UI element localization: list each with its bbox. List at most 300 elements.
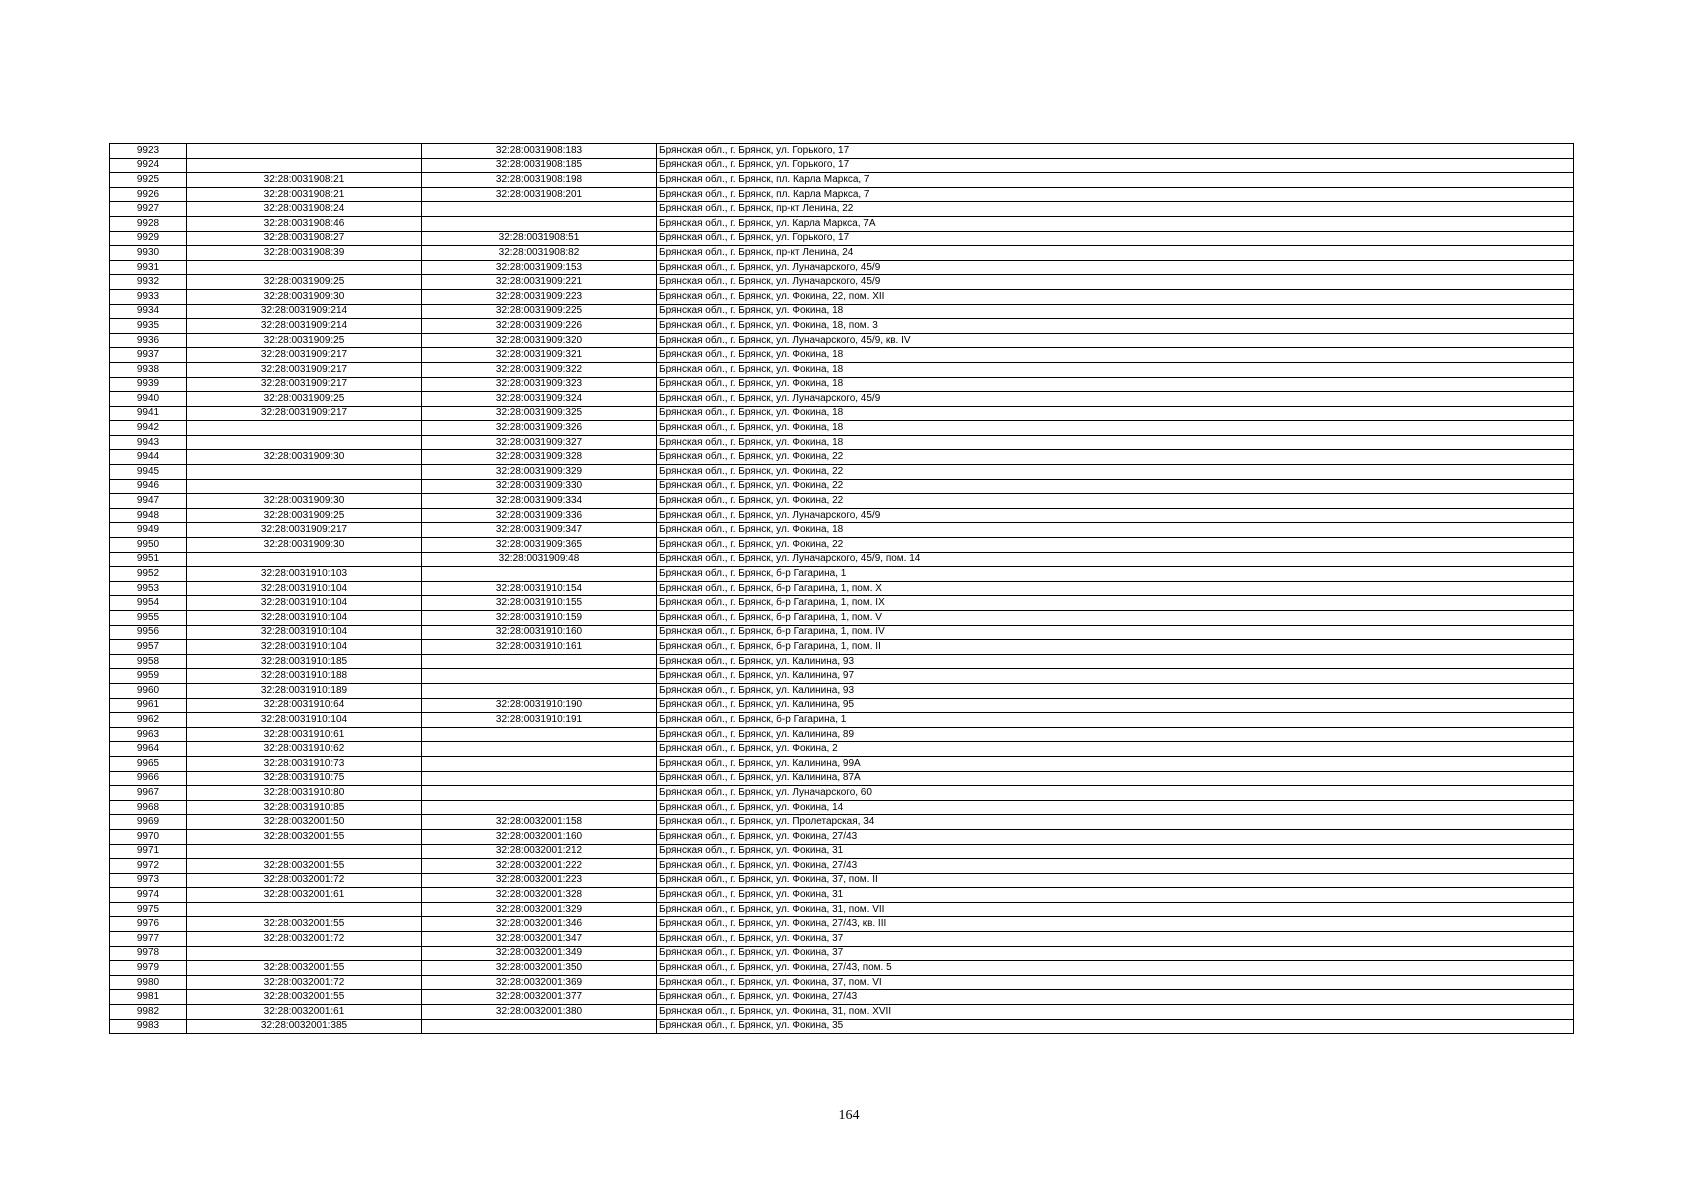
parcel-number-cell: 32:28:0031908:46 — [187, 216, 422, 231]
parcel-number-cell: 32:28:0031909:25 — [187, 333, 422, 348]
row-number-cell: 9958 — [110, 654, 187, 669]
parcel-number-cell: 32:28:0031910:104 — [187, 640, 422, 655]
address-cell: Брянская обл., г. Брянск, ул. Фокина, 18 — [657, 348, 1574, 363]
parcel-number-cell: 32:28:0031910:104 — [187, 581, 422, 596]
parcel-number-cell: 32:28:0032001:61 — [187, 1005, 422, 1020]
table-row — [110, 698, 1574, 713]
object-number-cell: 32:28:0031909:334 — [422, 494, 657, 509]
table-row — [110, 946, 1574, 961]
object-number-cell — [422, 654, 657, 669]
table-row — [110, 158, 1574, 173]
object-number-cell — [422, 669, 657, 684]
parcel-number-cell: 32:28:0031910:188 — [187, 669, 422, 684]
object-number-cell: 32:28:0031909:223 — [422, 289, 657, 304]
table-row — [110, 829, 1574, 844]
row-number-cell: 9973 — [110, 873, 187, 888]
parcel-number-cell: 32:28:0031909:217 — [187, 348, 422, 363]
parcel-number-cell: 32:28:0032001:50 — [187, 815, 422, 830]
parcel-number-cell — [187, 844, 422, 859]
object-number-cell: 32:28:0031909:330 — [422, 479, 657, 494]
table-row — [110, 304, 1574, 319]
object-number-cell: 32:28:0032001:158 — [422, 815, 657, 830]
table-row — [110, 421, 1574, 436]
object-number-cell: 32:28:0031910:161 — [422, 640, 657, 655]
object-number-cell: 32:28:0031910:160 — [422, 625, 657, 640]
object-number-cell: 32:28:0032001:212 — [422, 844, 657, 859]
parcel-number-cell: 32:28:0031910:64 — [187, 698, 422, 713]
row-number-cell: 9938 — [110, 362, 187, 377]
address-cell: Брянская обл., г. Брянск, ул. Калинина, 95 — [657, 698, 1574, 713]
row-number-cell: 9966 — [110, 771, 187, 786]
table-row — [110, 917, 1574, 932]
table-row — [110, 654, 1574, 669]
row-number-cell: 9924 — [110, 158, 187, 173]
row-number-cell: 9941 — [110, 406, 187, 421]
object-number-cell: 32:28:0031909:328 — [422, 450, 657, 465]
object-number-cell: 32:28:0032001:349 — [422, 946, 657, 961]
table-row — [110, 348, 1574, 363]
table-row — [110, 187, 1574, 202]
address-cell: Брянская обл., г. Брянск, ул. Фокина, 18, пом. 3 — [657, 319, 1574, 334]
address-cell: Брянская обл., г. Брянск, б-р Гагарина, 1, пом. V — [657, 611, 1574, 626]
table-row — [110, 362, 1574, 377]
address-cell: Брянская обл., г. Брянск, б-р Гагарина, 1, пом. X — [657, 581, 1574, 596]
row-number-cell: 9940 — [110, 392, 187, 407]
row-number-cell: 9968 — [110, 800, 187, 815]
object-number-cell: 32:28:0031910:159 — [422, 611, 657, 626]
address-cell: Брянская обл., г. Брянск, ул. Фокина, 27/43 — [657, 859, 1574, 874]
parcel-number-cell: 32:28:0032001:72 — [187, 873, 422, 888]
parcel-number-cell — [187, 902, 422, 917]
address-cell: Брянская обл., г. Брянск, ул. Фокина, 14 — [657, 800, 1574, 815]
row-number-cell: 9949 — [110, 523, 187, 538]
parcel-number-cell: 32:28:0031910:85 — [187, 800, 422, 815]
address-cell: Брянская обл., г. Брянск, ул. Фокина, 37, пом. II — [657, 873, 1574, 888]
row-number-cell: 9932 — [110, 275, 187, 290]
parcel-number-cell: 32:28:0031908:27 — [187, 231, 422, 246]
table-row — [110, 932, 1574, 947]
row-number-cell: 9943 — [110, 435, 187, 450]
address-cell: Брянская обл., г. Брянск, пр-кт Ленина, 24 — [657, 246, 1574, 261]
parcel-number-cell: 32:28:0031909:217 — [187, 523, 422, 538]
table-row — [110, 465, 1574, 480]
table-row — [110, 392, 1574, 407]
parcel-number-cell — [187, 144, 422, 159]
address-cell: Брянская обл., г. Брянск, ул. Фокина, 2 — [657, 742, 1574, 757]
table-row — [110, 552, 1574, 567]
address-cell: Брянская обл., г. Брянск, ул. Пролетарская, 34 — [657, 815, 1574, 830]
parcel-number-cell: 32:28:0031909:25 — [187, 275, 422, 290]
address-cell: Брянская обл., г. Брянск, ул. Фокина, 18 — [657, 377, 1574, 392]
row-number-cell: 9927 — [110, 202, 187, 217]
table-row — [110, 669, 1574, 684]
row-number-cell: 9964 — [110, 742, 187, 757]
row-number-cell: 9926 — [110, 187, 187, 202]
parcel-number-cell: 32:28:0031909:217 — [187, 406, 422, 421]
object-number-cell: 32:28:0032001:346 — [422, 917, 657, 932]
object-number-cell: 32:28:0031909:153 — [422, 260, 657, 275]
object-number-cell: 32:28:0031910:154 — [422, 581, 657, 596]
row-number-cell: 9935 — [110, 319, 187, 334]
row-number-cell: 9929 — [110, 231, 187, 246]
row-number-cell: 9950 — [110, 538, 187, 553]
parcel-number-cell: 32:28:0032001:55 — [187, 917, 422, 932]
parcel-number-cell: 32:28:0031910:104 — [187, 596, 422, 611]
row-number-cell: 9933 — [110, 289, 187, 304]
row-number-cell: 9967 — [110, 786, 187, 801]
address-cell: Брянская обл., г. Брянск, ул. Фокина, 31, пом. XVII — [657, 1005, 1574, 1020]
parcel-number-cell: 32:28:0032001:55 — [187, 859, 422, 874]
row-number-cell: 9937 — [110, 348, 187, 363]
row-number-cell: 9980 — [110, 975, 187, 990]
row-number-cell: 9948 — [110, 508, 187, 523]
row-number-cell: 9978 — [110, 946, 187, 961]
object-number-cell: 32:28:0031909:226 — [422, 319, 657, 334]
address-cell: Брянская обл., г. Брянск, ул. Фокина, 31 — [657, 844, 1574, 859]
table-row — [110, 173, 1574, 188]
parcel-number-cell — [187, 465, 422, 480]
parcel-number-cell: 32:28:0032001:385 — [187, 1019, 422, 1034]
table-row — [110, 450, 1574, 465]
table-row — [110, 144, 1574, 159]
row-number-cell: 9939 — [110, 377, 187, 392]
address-cell: Брянская обл., г. Брянск, ул. Луначарского, 45/9, пом. 14 — [657, 552, 1574, 567]
table-row — [110, 377, 1574, 392]
address-cell: Брянская обл., г. Брянск, ул. Фокина, 37 — [657, 946, 1574, 961]
table-row — [110, 800, 1574, 815]
address-cell: Брянская обл., г. Брянск, пр-кт Ленина, 22 — [657, 202, 1574, 217]
object-number-cell — [422, 202, 657, 217]
table-body — [110, 144, 1574, 1034]
object-number-cell — [422, 1019, 657, 1034]
row-number-cell: 9925 — [110, 173, 187, 188]
row-number-cell: 9974 — [110, 888, 187, 903]
row-number-cell: 9962 — [110, 713, 187, 728]
parcel-number-cell: 32:28:0031908:39 — [187, 246, 422, 261]
row-number-cell: 9979 — [110, 961, 187, 976]
object-number-cell — [422, 727, 657, 742]
parcel-number-cell: 32:28:0032001:55 — [187, 961, 422, 976]
object-number-cell: 32:28:0032001:329 — [422, 902, 657, 917]
address-cell: Брянская обл., г. Брянск, ул. Горького, 17 — [657, 158, 1574, 173]
address-cell: Брянская обл., г. Брянск, ул. Фокина, 22, пом. XII — [657, 289, 1574, 304]
table-row — [110, 319, 1574, 334]
address-cell: Брянская обл., г. Брянск, ул. Фокина, 18 — [657, 523, 1574, 538]
table-row — [110, 844, 1574, 859]
row-number-cell: 9981 — [110, 990, 187, 1005]
address-cell: Брянская обл., г. Брянск, б-р Гагарина, 1, пом. IX — [657, 596, 1574, 611]
address-cell: Брянская обл., г. Брянск, ул. Фокина, 35 — [657, 1019, 1574, 1034]
address-cell: Брянская обл., г. Брянск, ул. Фокина, 27/43, пом. 5 — [657, 961, 1574, 976]
row-number-cell: 9977 — [110, 932, 187, 947]
parcel-number-cell: 32:28:0031910:104 — [187, 713, 422, 728]
object-number-cell: 32:28:0031909:221 — [422, 275, 657, 290]
parcel-number-cell: 32:28:0031909:25 — [187, 508, 422, 523]
parcel-number-cell: 32:28:0031909:30 — [187, 494, 422, 509]
row-number-cell: 9970 — [110, 829, 187, 844]
address-cell: Брянская обл., г. Брянск, ул. Луначарского, 45/9 — [657, 392, 1574, 407]
object-number-cell: 32:28:0031909:326 — [422, 421, 657, 436]
table-row — [110, 275, 1574, 290]
object-number-cell: 32:28:0031909:322 — [422, 362, 657, 377]
object-number-cell — [422, 567, 657, 582]
table-row — [110, 406, 1574, 421]
object-number-cell: 32:28:0031908:183 — [422, 144, 657, 159]
row-number-cell: 9944 — [110, 450, 187, 465]
table-row — [110, 786, 1574, 801]
address-cell: Брянская обл., г. Брянск, ул. Фокина, 31 — [657, 888, 1574, 903]
row-number-cell: 9972 — [110, 859, 187, 874]
row-number-cell: 9953 — [110, 581, 187, 596]
address-cell: Брянская обл., г. Брянск, ул. Фокина, 27/43 — [657, 829, 1574, 844]
object-number-cell: 32:28:0031909:48 — [422, 552, 657, 567]
address-cell: Брянская обл., г. Брянск, ул. Горького, 17 — [657, 231, 1574, 246]
row-number-cell: 9945 — [110, 465, 187, 480]
address-cell: Брянская обл., г. Брянск, ул. Луначарского, 45/9 — [657, 275, 1574, 290]
row-number-cell: 9961 — [110, 698, 187, 713]
object-number-cell: 32:28:0031908:198 — [422, 173, 657, 188]
table-row — [110, 523, 1574, 538]
object-number-cell: 32:28:0031908:185 — [422, 158, 657, 173]
address-cell: Брянская обл., г. Брянск, ул. Фокина, 22 — [657, 538, 1574, 553]
address-cell: Брянская обл., г. Брянск, ул. Луначарского, 45/9, кв. IV — [657, 333, 1574, 348]
parcel-number-cell — [187, 435, 422, 450]
table-row — [110, 202, 1574, 217]
parcel-number-cell: 32:28:0031909:30 — [187, 450, 422, 465]
address-cell: Брянская обл., г. Брянск, ул. Фокина, 18 — [657, 362, 1574, 377]
parcel-number-cell: 32:28:0031908:21 — [187, 173, 422, 188]
address-cell: Брянская обл., г. Брянск, ул. Луначарского, 45/9 — [657, 508, 1574, 523]
address-cell: Брянская обл., г. Брянск, ул. Фокина, 18 — [657, 421, 1574, 436]
row-number-cell: 9931 — [110, 260, 187, 275]
row-number-cell: 9954 — [110, 596, 187, 611]
parcel-number-cell: 32:28:0031910:80 — [187, 786, 422, 801]
object-number-cell: 32:28:0031909:365 — [422, 538, 657, 553]
address-cell: Брянская обл., г. Брянск, ул. Фокина, 18 — [657, 435, 1574, 450]
table-row — [110, 216, 1574, 231]
row-number-cell: 9928 — [110, 216, 187, 231]
parcel-number-cell — [187, 946, 422, 961]
address-cell: Брянская обл., г. Брянск, ул. Фокина, 18 — [657, 304, 1574, 319]
table-row — [110, 975, 1574, 990]
parcel-number-cell — [187, 158, 422, 173]
row-number-cell: 9965 — [110, 756, 187, 771]
table-row — [110, 625, 1574, 640]
row-number-cell: 9960 — [110, 683, 187, 698]
parcel-number-cell: 32:28:0031910:185 — [187, 654, 422, 669]
object-number-cell: 32:28:0031909:325 — [422, 406, 657, 421]
object-number-cell — [422, 216, 657, 231]
row-number-cell: 9959 — [110, 669, 187, 684]
object-number-cell: 32:28:0031908:51 — [422, 231, 657, 246]
table-row — [110, 289, 1574, 304]
parcel-number-cell: 32:28:0031910:189 — [187, 683, 422, 698]
address-cell: Брянская обл., г. Брянск, б-р Гагарина, 1 — [657, 713, 1574, 728]
parcel-number-cell: 32:28:0031909:214 — [187, 319, 422, 334]
address-cell: Брянская обл., г. Брянск, ул. Луначарского, 45/9 — [657, 260, 1574, 275]
table-row — [110, 888, 1574, 903]
table-row — [110, 990, 1574, 1005]
object-number-cell: 32:28:0032001:160 — [422, 829, 657, 844]
address-cell: Брянская обл., г. Брянск, ул. Фокина, 31, пом. VII — [657, 902, 1574, 917]
parcel-number-cell: 32:28:0032001:72 — [187, 975, 422, 990]
address-cell: Брянская обл., г. Брянск, ул. Калинина, 87А — [657, 771, 1574, 786]
parcel-number-cell: 32:28:0031909:217 — [187, 377, 422, 392]
address-cell: Брянская обл., г. Брянск, ул. Фокина, 27/43, кв. III — [657, 917, 1574, 932]
object-number-cell: 32:28:0031908:82 — [422, 246, 657, 261]
row-number-cell: 9934 — [110, 304, 187, 319]
object-number-cell: 32:28:0031910:190 — [422, 698, 657, 713]
table-row — [110, 742, 1574, 757]
object-number-cell: 32:28:0032001:222 — [422, 859, 657, 874]
row-number-cell: 9957 — [110, 640, 187, 655]
row-number-cell: 9952 — [110, 567, 187, 582]
table-row — [110, 640, 1574, 655]
address-cell: Брянская обл., г. Брянск, ул. Фокина, 22 — [657, 450, 1574, 465]
row-number-cell: 9975 — [110, 902, 187, 917]
address-cell: Брянская обл., г. Брянск, ул. Калинина, 97 — [657, 669, 1574, 684]
row-number-cell: 9942 — [110, 421, 187, 436]
parcel-number-cell: 32:28:0032001:72 — [187, 932, 422, 947]
address-cell: Брянская обл., г. Брянск, пл. Карла Маркса, 7 — [657, 187, 1574, 202]
object-number-cell — [422, 742, 657, 757]
object-number-cell: 32:28:0032001:223 — [422, 873, 657, 888]
row-number-cell: 9963 — [110, 727, 187, 742]
object-number-cell — [422, 771, 657, 786]
object-number-cell: 32:28:0031908:201 — [422, 187, 657, 202]
row-number-cell: 9947 — [110, 494, 187, 509]
object-number-cell: 32:28:0031910:155 — [422, 596, 657, 611]
object-number-cell — [422, 786, 657, 801]
parcel-number-cell: 32:28:0031910:75 — [187, 771, 422, 786]
parcel-number-cell: 32:28:0031909:25 — [187, 392, 422, 407]
page-number: 164 — [838, 1108, 860, 1123]
table-row — [110, 727, 1574, 742]
object-number-cell: 32:28:0032001:377 — [422, 990, 657, 1005]
table-row — [110, 581, 1574, 596]
object-number-cell: 32:28:0031909:323 — [422, 377, 657, 392]
table-row — [110, 508, 1574, 523]
table-row — [110, 771, 1574, 786]
table-row — [110, 538, 1574, 553]
table-row — [110, 567, 1574, 582]
table-row — [110, 873, 1574, 888]
object-number-cell: 32:28:0032001:328 — [422, 888, 657, 903]
row-number-cell: 9982 — [110, 1005, 187, 1020]
object-number-cell — [422, 683, 657, 698]
object-number-cell: 32:28:0032001:347 — [422, 932, 657, 947]
parcel-number-cell: 32:28:0031909:217 — [187, 362, 422, 377]
parcel-number-cell: 32:28:0031910:103 — [187, 567, 422, 582]
address-cell: Брянская обл., г. Брянск, ул. Фокина, 37 — [657, 932, 1574, 947]
address-cell: Брянская обл., г. Брянск, ул. Фокина, 22 — [657, 465, 1574, 480]
parcel-number-cell — [187, 552, 422, 567]
object-number-cell: 32:28:0031910:191 — [422, 713, 657, 728]
object-number-cell: 32:28:0031909:321 — [422, 348, 657, 363]
object-number-cell: 32:28:0032001:380 — [422, 1005, 657, 1020]
object-number-cell: 32:28:0031909:329 — [422, 465, 657, 480]
table-row — [110, 756, 1574, 771]
address-cell: Брянская обл., г. Брянск, пл. Карла Маркса, 7 — [657, 173, 1574, 188]
address-cell: Брянская обл., г. Брянск, ул. Калинина, 93 — [657, 654, 1574, 669]
object-number-cell: 32:28:0032001:350 — [422, 961, 657, 976]
table-row — [110, 815, 1574, 830]
table-row — [110, 596, 1574, 611]
address-cell: Брянская обл., г. Брянск, ул. Луначарского, 60 — [657, 786, 1574, 801]
row-number-cell: 9930 — [110, 246, 187, 261]
table-row — [110, 683, 1574, 698]
row-number-cell: 9976 — [110, 917, 187, 932]
table-row — [110, 333, 1574, 348]
parcel-number-cell: 32:28:0031909:30 — [187, 538, 422, 553]
address-cell: Брянская обл., г. Брянск, ул. Фокина, 37, пом. VI — [657, 975, 1574, 990]
address-cell: Брянская обл., г. Брянск, ул. Калинина, 89 — [657, 727, 1574, 742]
parcel-number-cell: 32:28:0031910:62 — [187, 742, 422, 757]
table-row — [110, 859, 1574, 874]
row-number-cell: 9946 — [110, 479, 187, 494]
table-row — [110, 494, 1574, 509]
table-row — [110, 611, 1574, 626]
address-cell: Брянская обл., г. Брянск, б-р Гагарина, 1 — [657, 567, 1574, 582]
row-number-cell: 9971 — [110, 844, 187, 859]
table-row — [110, 260, 1574, 275]
address-cell: Брянская обл., г. Брянск, ул. Фокина, 22 — [657, 479, 1574, 494]
address-cell: Брянская обл., г. Брянск, ул. Калинина, 99А — [657, 756, 1574, 771]
address-cell: Брянская обл., г. Брянск, ул. Карла Маркса, 7А — [657, 216, 1574, 231]
row-number-cell: 9969 — [110, 815, 187, 830]
row-number-cell: 9936 — [110, 333, 187, 348]
object-number-cell: 32:28:0032001:369 — [422, 975, 657, 990]
address-cell: Брянская обл., г. Брянск, б-р Гагарина, 1, пом. II — [657, 640, 1574, 655]
parcel-number-cell: 32:28:0031910:104 — [187, 625, 422, 640]
parcel-number-cell: 32:28:0032001:61 — [187, 888, 422, 903]
row-number-cell: 9923 — [110, 144, 187, 159]
parcel-number-cell: 32:28:0031908:24 — [187, 202, 422, 217]
address-cell: Брянская обл., г. Брянск, б-р Гагарина, 1, пом. IV — [657, 625, 1574, 640]
object-number-cell: 32:28:0031909:347 — [422, 523, 657, 538]
parcel-number-cell — [187, 479, 422, 494]
object-number-cell: 32:28:0031909:320 — [422, 333, 657, 348]
address-cell: Брянская обл., г. Брянск, ул. Горького, 17 — [657, 144, 1574, 159]
address-cell: Брянская обл., г. Брянск, ул. Фокина, 18 — [657, 406, 1574, 421]
parcel-number-cell: 32:28:0031910:73 — [187, 756, 422, 771]
cadastral-table — [109, 143, 1574, 1034]
object-number-cell — [422, 756, 657, 771]
row-number-cell: 9955 — [110, 611, 187, 626]
table-row — [110, 961, 1574, 976]
parcel-number-cell: 32:28:0032001:55 — [187, 829, 422, 844]
object-number-cell — [422, 800, 657, 815]
parcel-number-cell: 32:28:0031910:104 — [187, 611, 422, 626]
table-row — [110, 231, 1574, 246]
parcel-number-cell: 32:28:0031910:61 — [187, 727, 422, 742]
address-cell: Брянская обл., г. Брянск, ул. Фокина, 27/43 — [657, 990, 1574, 1005]
parcel-number-cell — [187, 260, 422, 275]
parcel-number-cell — [187, 421, 422, 436]
parcel-number-cell: 32:28:0032001:55 — [187, 990, 422, 1005]
table-row — [110, 1005, 1574, 1020]
table-row — [110, 246, 1574, 261]
parcel-number-cell: 32:28:0031909:214 — [187, 304, 422, 319]
table-row — [110, 479, 1574, 494]
table-row — [110, 902, 1574, 917]
parcel-number-cell: 32:28:0031908:21 — [187, 187, 422, 202]
parcel-number-cell: 32:28:0031909:30 — [187, 289, 422, 304]
object-number-cell: 32:28:0031909:324 — [422, 392, 657, 407]
address-cell: Брянская обл., г. Брянск, ул. Фокина, 22 — [657, 494, 1574, 509]
address-cell: Брянская обл., г. Брянск, ул. Калинина, 93 — [657, 683, 1574, 698]
object-number-cell: 32:28:0031909:225 — [422, 304, 657, 319]
